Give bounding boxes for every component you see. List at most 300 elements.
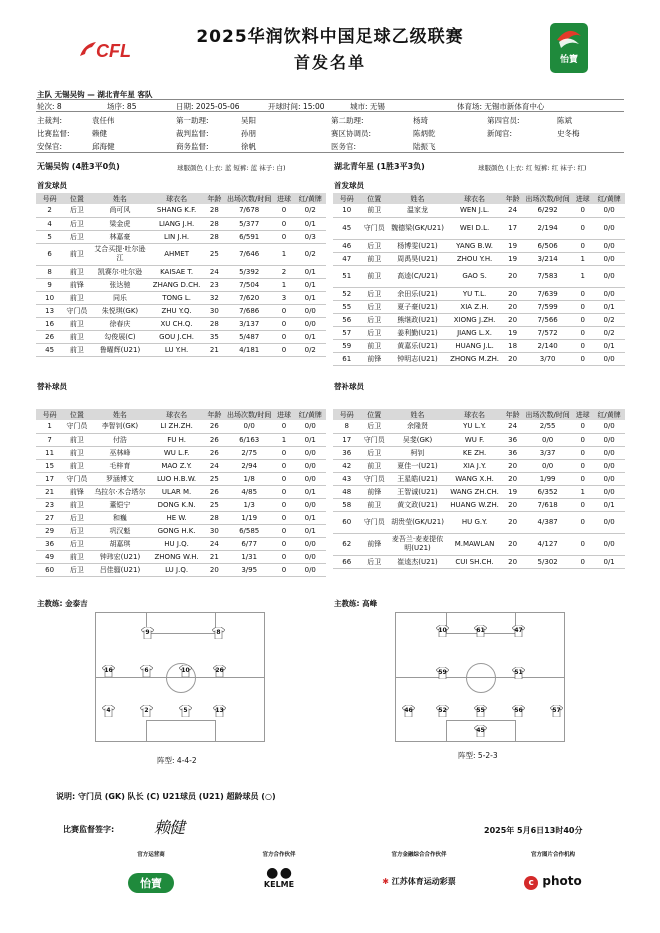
table-cell: 毛梓育	[91, 459, 150, 472]
column-header: 进球	[572, 193, 593, 204]
table-cell: 1	[572, 485, 593, 498]
official-label: 主裁判:	[37, 116, 63, 125]
table-cell: 0/1	[294, 330, 326, 343]
table-cell: 36	[502, 446, 523, 459]
away-starters-label: 首发球员	[334, 181, 364, 190]
table-cell: 0/0	[294, 459, 326, 472]
jersey-icon	[179, 705, 192, 717]
table-cell: 1/31	[225, 550, 274, 563]
table-row	[333, 239, 625, 252]
home-pitch	[95, 612, 265, 742]
table-cell: 24	[204, 265, 225, 278]
table-cell: 前卫	[63, 433, 90, 446]
table-cell: SHANG K.F.	[149, 204, 204, 217]
table-cell: 0/0	[523, 433, 572, 446]
jersey-number: 10	[181, 667, 190, 674]
table-cell: 杨博雯(U21)	[388, 239, 447, 252]
jersey-number: 5	[183, 707, 188, 714]
official-value: 陈斌	[557, 116, 572, 125]
table-cell: 21	[204, 550, 225, 563]
table-cell: 艾合买提·吐尔逊江	[91, 243, 150, 265]
table-cell: ZHONG M.ZH.	[447, 352, 502, 365]
table-cell: 勾俊展(C)	[91, 330, 150, 343]
table-cell: 0/1	[593, 555, 625, 568]
table-cell: 胡贵莹(GK/U21)	[388, 511, 447, 533]
jersey-number: 46	[404, 707, 413, 714]
table-cell: 前卫	[360, 339, 387, 352]
column-header: 球衣名	[149, 193, 204, 204]
table-cell: 守门员	[360, 472, 387, 485]
table-row	[36, 498, 326, 511]
table-row	[36, 537, 326, 550]
table-cell: 61	[333, 352, 360, 365]
table-row	[333, 420, 625, 433]
jersey-number: 59	[438, 669, 447, 676]
column-header: 出场次数/时间	[225, 409, 274, 420]
venue-label: 体育场:	[457, 102, 483, 111]
table-cell: 25	[204, 498, 225, 511]
table-cell: 0/1	[593, 300, 625, 313]
jersey-icon	[512, 667, 525, 679]
table-cell: 4/127	[523, 533, 572, 555]
table-cell: 16	[36, 317, 63, 330]
table-cell: 0/0	[593, 239, 625, 252]
table-row	[333, 326, 625, 339]
table-cell: 麦吾兰·麦麦提依明(U21)	[388, 533, 447, 555]
table-cell: 45	[36, 343, 63, 356]
jersey-icon	[550, 705, 563, 717]
table-cell: 前卫	[63, 317, 90, 330]
table-cell: 后卫	[63, 217, 90, 230]
table-cell: 0/1	[294, 511, 326, 524]
table-cell: 付浩	[91, 433, 150, 446]
home-team-name: 无锡吴钩 (4胜3平0负)	[37, 162, 120, 171]
table-cell: 6	[36, 243, 63, 265]
table-cell: 后卫	[63, 563, 90, 576]
table-row	[333, 446, 625, 459]
table-cell: 前卫	[360, 265, 387, 287]
table-cell: 1/8	[225, 472, 274, 485]
table-cell: XU CH.Q.	[149, 317, 204, 330]
table-row	[333, 485, 625, 498]
table-row	[333, 217, 625, 239]
table-cell: 0/2	[593, 313, 625, 326]
table-cell: 吕佳骝(U21)	[91, 563, 150, 576]
jersey-icon	[512, 705, 525, 717]
table-row	[36, 485, 326, 498]
table-cell: 28	[204, 230, 225, 243]
table-cell: 20	[502, 265, 523, 287]
jersey-icon	[102, 665, 115, 677]
table-cell: 6/163	[225, 433, 274, 446]
table-cell: ZHU Y.Q.	[149, 304, 204, 317]
jersey-icon	[179, 665, 192, 677]
teams-label: 主队 无锡吴钩 — 湖北青年星 客队	[37, 90, 153, 99]
home-coach-label: 主教练:	[37, 599, 63, 608]
table-cell: 2/140	[523, 339, 572, 352]
table-cell: 守门员	[360, 217, 387, 239]
partner-logo-photo: c photo	[503, 874, 603, 890]
table-cell: 0/0	[294, 472, 326, 485]
table-row	[36, 433, 326, 446]
table-cell: 前锋	[360, 352, 387, 365]
table-cell: HU J.Q.	[149, 537, 204, 550]
table-cell: LUO H.B.W.	[149, 472, 204, 485]
table-cell: ZHANG D.CH.	[149, 278, 204, 291]
table-cell: 57	[333, 326, 360, 339]
table-cell: 20	[204, 563, 225, 576]
table-cell: 0/1	[294, 433, 326, 446]
table-cell: 1	[36, 420, 63, 433]
jersey-number: 4	[106, 707, 111, 714]
table-cell: 4	[36, 217, 63, 230]
official-label: 第二助理:	[331, 116, 364, 125]
table-cell: 24	[502, 420, 523, 433]
table-cell: 0/3	[294, 230, 326, 243]
jersey-icon	[213, 705, 226, 717]
table-cell: 温家龙	[388, 204, 447, 217]
partner-logo-yibao: 怡寶	[101, 873, 201, 893]
column-header: 年龄	[502, 193, 523, 204]
table-cell: 0/0	[294, 317, 326, 330]
column-header: 号码	[333, 409, 360, 420]
legend: 说明: 守门员 (GK) 队长 (C) U21球员 (U21) 超龄球员 (○)	[56, 792, 276, 801]
jersey-icon	[402, 705, 415, 717]
table-cell: DONG K.N.	[149, 498, 204, 511]
table-cell: 前卫	[360, 252, 387, 265]
table-cell: 0/0	[294, 498, 326, 511]
table-cell: 5	[36, 230, 63, 243]
table-cell: 0	[572, 459, 593, 472]
table-cell: M.MAWLAN	[447, 533, 502, 555]
table-cell: 0	[274, 343, 295, 356]
table-cell: 0/0	[294, 537, 326, 550]
table-cell: 3	[274, 291, 295, 304]
table-cell: HU G.Y.	[447, 511, 502, 533]
table-cell: 7	[36, 433, 63, 446]
table-cell: FU H.	[149, 433, 204, 446]
table-row	[36, 550, 326, 563]
table-cell: 0	[274, 485, 295, 498]
table-cell: WU L.F.	[149, 446, 204, 459]
table-cell: 0/2	[593, 326, 625, 339]
table-cell: WU F.	[447, 433, 502, 446]
table-cell: 6/292	[523, 204, 572, 217]
table-cell: 0	[274, 498, 295, 511]
table-row	[333, 511, 625, 533]
table-cell: 前卫	[63, 243, 90, 265]
table-cell: 6/506	[523, 239, 572, 252]
column-header: 姓名	[388, 193, 447, 204]
table-cell: 17	[502, 217, 523, 239]
table-cell: HE W.	[149, 511, 204, 524]
table-cell: 55	[333, 300, 360, 313]
table-cell: 15	[36, 459, 63, 472]
table-cell: 0	[274, 217, 295, 230]
page-title: 2025华润饮料中国足球乙级联赛	[196, 27, 464, 47]
table-cell: 前卫	[63, 459, 90, 472]
column-header: 进球	[572, 409, 593, 420]
table-cell: 0/0	[593, 252, 625, 265]
page-subtitle: 首发名单	[293, 53, 366, 72]
table-cell: 李智钊(GK)	[91, 420, 150, 433]
column-header: 球衣名	[149, 409, 204, 420]
official-label: 裁判监督:	[176, 129, 209, 138]
table-cell: 8	[333, 420, 360, 433]
table-cell: WEN J.L.	[447, 204, 502, 217]
column-header: 红/黄牌	[294, 409, 326, 420]
home-subs-table	[36, 409, 326, 577]
column-header: 球衣名	[447, 409, 502, 420]
table-cell: 后卫	[360, 420, 387, 433]
column-header: 姓名	[91, 193, 150, 204]
table-cell: WEI D.L.	[447, 217, 502, 239]
table-cell: 0	[274, 472, 295, 485]
official-value: 陆振飞	[413, 142, 436, 151]
table-cell: 0/0	[593, 204, 625, 217]
sponsor-badge	[549, 22, 589, 74]
table-cell: 46	[333, 239, 360, 252]
table-cell: 罗涵博文	[91, 472, 150, 485]
table-cell: 梁金虎	[91, 217, 150, 230]
jersey-icon	[436, 667, 449, 679]
table-cell: 0	[572, 555, 593, 568]
jersey-icon	[102, 705, 115, 717]
column-header: 号码	[333, 193, 360, 204]
photo-icon: c	[524, 876, 538, 890]
table-cell: 36	[36, 537, 63, 550]
table-cell: LI ZH.ZH.	[149, 420, 204, 433]
table-cell: 0	[572, 313, 593, 326]
table-cell: 0/1	[294, 524, 326, 537]
table-cell: 余隆贤	[388, 420, 447, 433]
table-cell: 29	[36, 524, 63, 537]
jersey-icon	[141, 627, 154, 639]
table-cell: XIONG J.ZH.	[447, 313, 502, 326]
table-cell: YANG B.W.	[447, 239, 502, 252]
table-cell: 0	[572, 326, 593, 339]
jersey-number: 45	[476, 727, 485, 734]
jersey-number: 26	[215, 667, 224, 674]
table-cell: 0/0	[593, 472, 625, 485]
table-cell: 守门员	[63, 304, 90, 317]
jersey-icon	[512, 625, 525, 637]
table-cell: 4/181	[225, 343, 274, 356]
table-cell: 0	[274, 563, 295, 576]
table-cell: 5/302	[523, 555, 572, 568]
table-cell: 后卫	[360, 300, 387, 313]
table-cell: 10	[36, 291, 63, 304]
table-cell: 尚可风	[91, 204, 150, 217]
table-cell: 52	[333, 287, 360, 300]
jersey-icon	[140, 665, 153, 677]
table-row	[36, 459, 326, 472]
table-cell: 5/392	[225, 265, 274, 278]
official-value: 陈炳乾	[413, 129, 436, 138]
table-cell: 前卫	[360, 498, 387, 511]
away-subs-table	[333, 409, 625, 569]
table-cell: 夏佳一(U21)	[388, 459, 447, 472]
official-label: 安保官:	[37, 142, 63, 151]
table-cell: 18	[502, 339, 523, 352]
table-cell: 魏德梁(GK/U21)	[388, 217, 447, 239]
table-cell: 28	[204, 511, 225, 524]
home-formation-label: 阵型:	[157, 756, 175, 765]
table-row	[333, 252, 625, 265]
table-cell: 30	[204, 524, 225, 537]
column-header: 进球	[274, 409, 295, 420]
table-cell: 28	[204, 204, 225, 217]
table-cell: 0	[274, 511, 295, 524]
table-cell: 0/0	[294, 550, 326, 563]
table-cell: 夏子豪(U21)	[388, 300, 447, 313]
table-cell: 乌拉尔·木合塔尔	[91, 485, 150, 498]
column-header: 号码	[36, 193, 63, 204]
jersey-number: 13	[215, 707, 224, 714]
table-row	[333, 498, 625, 511]
column-header: 号码	[36, 409, 63, 420]
away-starters-table	[333, 193, 625, 366]
table-cell: 前卫	[63, 498, 90, 511]
table-cell: HUANG W.ZH.	[447, 498, 502, 511]
table-cell: 前卫	[360, 459, 387, 472]
official-label: 商务监督:	[176, 142, 209, 151]
table-row	[333, 204, 625, 217]
table-cell: 6/77	[225, 537, 274, 550]
table-cell: 2/194	[523, 217, 572, 239]
table-row	[36, 317, 326, 330]
round-label: 轮次:	[37, 102, 55, 111]
table-cell: 2/94	[225, 459, 274, 472]
round-value: 8	[56, 102, 62, 111]
table-cell: 26	[36, 330, 63, 343]
table-row	[36, 511, 326, 524]
table-cell: 0	[274, 420, 295, 433]
table-cell: 0	[274, 317, 295, 330]
official-label: 第四官员:	[487, 116, 520, 125]
table-cell: 0/0	[593, 433, 625, 446]
table-cell: 余田乐(U21)	[388, 287, 447, 300]
table-cell: 0/0	[294, 446, 326, 459]
table-cell: 董铠宁	[91, 498, 150, 511]
table-cell: 前卫	[63, 343, 90, 356]
lottery-icon: ✱	[382, 877, 389, 886]
table-cell: 59	[333, 339, 360, 352]
official-value: 史冬梅	[557, 129, 580, 138]
match-no-label: 场序:	[107, 102, 125, 111]
table-row	[333, 555, 625, 568]
table-cell: 0	[572, 420, 593, 433]
table-cell: 后卫	[360, 326, 387, 339]
table-cell: 0	[572, 446, 593, 459]
table-cell: 20	[502, 533, 523, 555]
column-header: 年龄	[204, 409, 225, 420]
table-cell: 后卫	[63, 537, 90, 550]
table-cell: 20	[502, 472, 523, 485]
table-cell: XIA J.Y.	[447, 459, 502, 472]
jersey-number: 51	[514, 669, 523, 676]
table-cell: 0/2	[294, 243, 326, 265]
city-value: 无锡	[369, 102, 385, 111]
table-cell: 2	[274, 265, 295, 278]
table-cell: GOU J.CH.	[149, 330, 204, 343]
table-cell: 0	[572, 352, 593, 365]
column-header: 年龄	[204, 193, 225, 204]
table-cell: 0/1	[294, 265, 326, 278]
table-cell: 48	[333, 485, 360, 498]
table-cell: 1	[572, 265, 593, 287]
match-no-value: 85	[126, 102, 137, 111]
official-label: 第一助理:	[176, 116, 209, 125]
table-cell: MAO Z.Y.	[149, 459, 204, 472]
jersey-number: 16	[104, 667, 113, 674]
column-header: 红/黄牌	[593, 409, 625, 420]
table-cell: 6/352	[523, 485, 572, 498]
table-cell: 0/1	[294, 485, 326, 498]
table-cell: 柯钊	[388, 446, 447, 459]
table-row	[333, 287, 625, 300]
table-cell: 24	[204, 459, 225, 472]
column-header: 红/黄牌	[294, 193, 326, 204]
column-header: 球衣名	[447, 193, 502, 204]
table-cell: 后卫	[360, 239, 387, 252]
partner-title: 官方运营商	[137, 852, 165, 858]
table-row	[36, 446, 326, 459]
table-cell: 1/3	[225, 498, 274, 511]
table-cell: 58	[333, 498, 360, 511]
table-cell: 11	[36, 446, 63, 459]
table-cell: 后卫	[63, 204, 90, 217]
table-cell: 朱悦琪(GK)	[91, 304, 150, 317]
table-cell: 0/2	[294, 343, 326, 356]
table-cell: 32	[204, 291, 225, 304]
table-cell: 19	[502, 485, 523, 498]
table-cell: LU Y.H.	[149, 343, 204, 356]
table-cell: 3/95	[225, 563, 274, 576]
signature: 赖健	[154, 818, 185, 837]
table-cell: TONG L.	[149, 291, 204, 304]
table-cell: 23	[204, 278, 225, 291]
table-cell: YU T.L.	[447, 287, 502, 300]
table-cell: 7/504	[225, 278, 274, 291]
table-cell: 20	[502, 352, 523, 365]
table-cell: 0	[274, 550, 295, 563]
table-cell: 4/387	[523, 511, 572, 533]
column-header: 姓名	[388, 409, 447, 420]
partner-logo-kelme: ● ● KELME	[229, 866, 329, 889]
table-cell: 姜利勤(U21)	[388, 326, 447, 339]
column-header: 位置	[63, 193, 90, 204]
partner-title: 官方图片合作机构	[530, 852, 575, 858]
table-cell: 崔逵杰(U21)	[388, 555, 447, 568]
table-cell: 36	[333, 446, 360, 459]
table-cell: 20	[502, 300, 523, 313]
table-cell: 0/0	[294, 304, 326, 317]
table-cell: 24	[502, 204, 523, 217]
table-cell: 张达驰	[91, 278, 150, 291]
table-row	[36, 230, 326, 243]
table-row	[36, 524, 326, 537]
table-cell: 胡嘉琪	[91, 537, 150, 550]
column-header: 姓名	[91, 409, 150, 420]
jersey-number: 10	[438, 627, 447, 634]
table-cell: 2/75	[225, 446, 274, 459]
table-row	[333, 265, 625, 287]
table-cell: 66	[333, 555, 360, 568]
table-cell: 20	[502, 511, 523, 533]
table-row	[36, 265, 326, 278]
table-cell: 前卫	[360, 204, 387, 217]
